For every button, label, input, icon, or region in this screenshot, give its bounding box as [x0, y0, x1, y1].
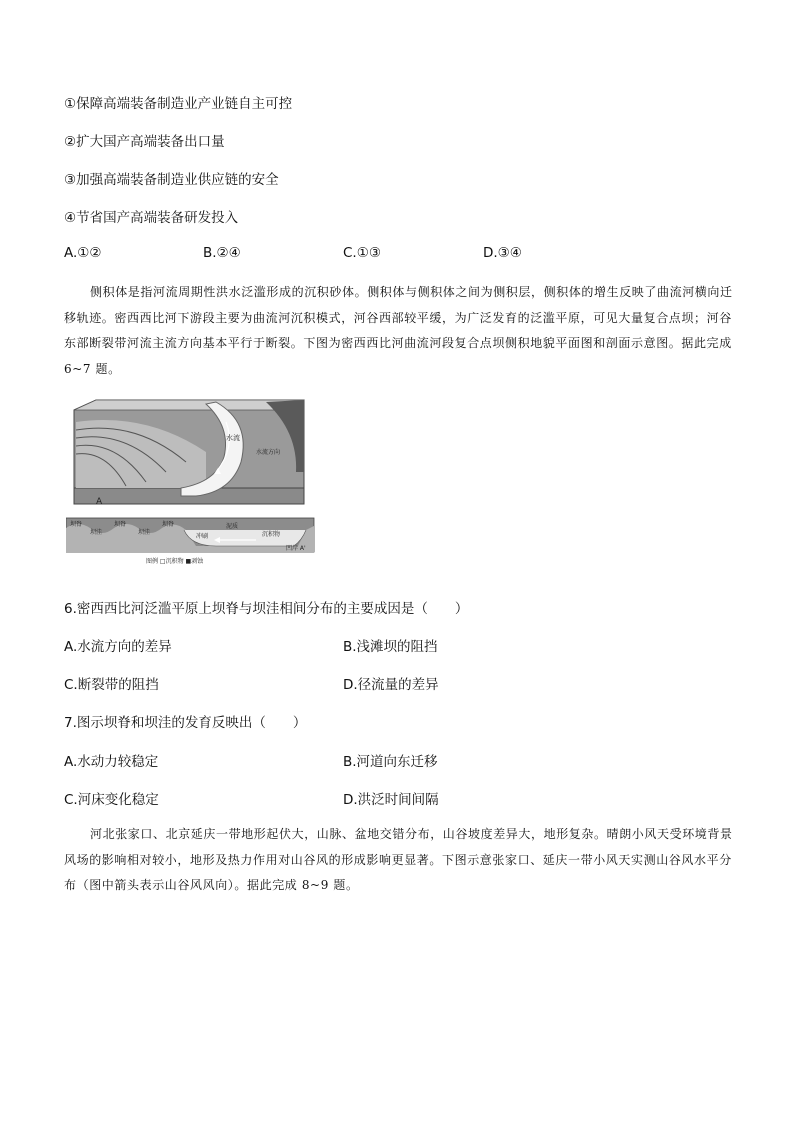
q6-choice-a[interactable]: A.水流方向的差异	[64, 639, 172, 655]
cross-section-figure	[66, 516, 316, 568]
q6-stem: 6.密西西比河泛滥平原上坝脊与坝洼相间分布的主要成因是（ ）	[64, 601, 469, 617]
q5-option-4: ④节省国产高端装备研发投入	[64, 210, 239, 226]
section-label-4: 坝洼	[138, 529, 151, 536]
figure-legend: 图例 □沉积物 ■剥蚀	[146, 558, 204, 565]
label-flow: 水流	[226, 434, 240, 442]
q6-choice-b[interactable]: B.浅滩坝的阻挡	[343, 639, 438, 655]
bank-label: 凹岸 A'	[286, 545, 306, 552]
q5-option-1: ①保障高端装备制造业产业链自主可控	[64, 96, 293, 112]
label-flow-direction: 水流方向	[256, 449, 281, 456]
q5-choice-c[interactable]: C.①③	[343, 245, 381, 261]
section-label-3: 坝脊	[114, 521, 127, 528]
passage-point-bar-text: 侧积体是指河流周期性洪水泛滥形成的沉积砂体。侧积体与侧积体之间为侧积层，侧积体的增生反映了曲流河横向迁移轨迹。密西西比河下游段主要为曲流河沉积模式，河谷西部较平缓，为广泛发育的泛滥平原，可见大量复合点坝；河谷东部断裂带河流主流方向基本平行于断裂。下图为密西西比河曲流河段复合点坝侧积地貌平面图和剖面示意图。据此完成 6~7 题。	[64, 285, 733, 376]
q7-choice-d[interactable]: D.洪泛时间间隔	[343, 792, 439, 808]
label-a: A	[96, 497, 103, 507]
q5-choice-d[interactable]: D.③④	[483, 245, 522, 261]
plan-view-figure	[66, 392, 316, 508]
section-label-6: 泥质	[226, 523, 239, 530]
q5-option-3: ③加强高端装备制造业供应链的安全	[64, 172, 279, 188]
passage-valley-wind-text: 河北张家口、北京延庆一带地形起伏大，山脉、盆地交错分布，山谷坡度差异大，地形复杂。晴朗小风天受环境背景风场的影响相对较小，地形及热力作用对山谷风的形成影响更显著。下图示意张家口、延庆一带小风天实测山谷风水平分布（图中箭头表示山谷风风向）。据此完成 8~9 题。	[64, 827, 733, 892]
section-label-7: 沉积物	[262, 531, 281, 538]
q7-choice-a[interactable]: A.水动力较稳定	[64, 754, 159, 770]
q6-choice-d[interactable]: D.径流量的差异	[343, 677, 439, 693]
section-label-1: 坝脊	[70, 521, 83, 528]
q7-stem: 7.图示坝脊和坝洼的发育反映出（ ）	[64, 715, 307, 731]
q5-choice-b[interactable]: B.②④	[203, 245, 241, 261]
passage-valley-wind	[64, 822, 736, 899]
q7-choice-b[interactable]: B.河道向东迁移	[343, 754, 438, 770]
passage-point-bar	[64, 280, 736, 382]
section-label-8: 冲刷	[196, 533, 209, 540]
q5-option-2: ②扩大国产高端装备出口量	[64, 134, 225, 150]
section-label-5: 坝脊	[162, 521, 175, 528]
section-label-2: 坝洼	[90, 529, 103, 536]
q5-choice-a[interactable]: A.①②	[64, 245, 102, 261]
q6-choice-c[interactable]: C.断裂带的阻挡	[64, 677, 159, 693]
q7-choice-c[interactable]: C.河床变化稳定	[64, 792, 159, 808]
